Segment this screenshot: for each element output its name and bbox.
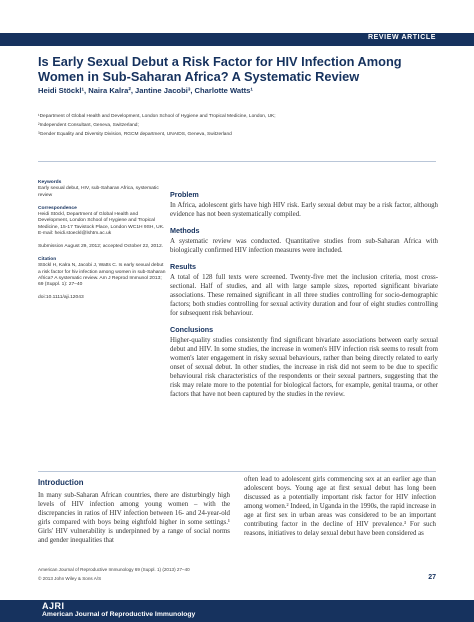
results-heading: Results (170, 262, 196, 271)
keywords-heading: Keywords (38, 180, 62, 185)
correspondence-heading: Correspondence (38, 205, 77, 211)
section-banner (0, 33, 474, 46)
submission-dates: Submission August 29, 2012; accepted October 22, 2012. (38, 244, 164, 250)
introduction-heading: Introduction (38, 478, 84, 487)
journal-banner (0, 600, 474, 622)
journal-logo: AJRI (42, 601, 65, 611)
citation-heading: Citation (38, 256, 57, 262)
abstract (170, 190, 438, 406)
problem-text: In Africa, adolescent girls have high HIV risk. Early sexual debut may be a risk factor, although evidence has not been systematically compiled. (170, 202, 438, 218)
affiliation-1: ¹Department of Global Health and Development, London School of Hygiene and Tropical Medicine, London, UK; (38, 114, 276, 119)
section-label: REVIEW ARTICLE (367, 34, 436, 41)
methods-heading: Methods (170, 226, 200, 235)
author-list: Heidi Stöckl¹, Naira Kalra², Jantine Jacobi³, Charlotte Watts¹ (38, 86, 253, 95)
footer-copyright: © 2013 John Wiley & Sons A/S (38, 576, 102, 581)
correspondence: Heidi Stöckl, Department of Global Health and Development, London School of Hygiene and Tropical Medicine, 15-17 Tavistock Place, London WC1H 9SH, UK. E-mail: heidi.stoeckl@lshtm.ac.uk (38, 212, 165, 237)
results-text: A total of 128 full texts were screened. Twenty-five met the inclusion criteria, most cross-sectional. Half of studies, and all with large sample sizes, reported significant bivariate associations. These remained significant in all three studies controlling for socio-demographic factors; both studies controlling for sexual activity duration and four of eight studies controlling for subsequent risk behaviour. (170, 274, 438, 317)
intro-column-2: often lead to adolescent girls commencing sex at an earlier age than adolescent boys. Young age at first sexual debut has long been discussed as a potentially important risk factor for HIV infection among women.² Indeed, in Uganda in the 1990s, the rapid increase in age at first sex in urban areas was considered to be an important contributing factor in the decline of HIV prevalence.³ For such reasons, initiatives to delay sexual debut have been considered as (244, 476, 436, 537)
page-number: 27 (428, 574, 436, 581)
article-sidebar (38, 180, 166, 302)
citation: Stöckl H, Kalra N, Jacobi J, Watts C. Is early sexual debut a risk factor for hiv infection among women in sub-Saharan Africa? A systematic review. Am J Reprod Immunol 2013; 69 (Suppl. 1): 27–40 (38, 263, 166, 288)
article-title: Is Early Sexual Debut a Risk Factor for HIV Infection Among Women in Sub-Saharan Africa? A Systematic Review (38, 54, 402, 84)
doi-link[interactable]: doi:10.1111/aji.12043 (38, 295, 84, 301)
keywords: Early sexual debut, HIV, sub-Saharan Africa, systematic review (38, 186, 159, 198)
header-divider (38, 161, 436, 162)
conclusions-heading: Conclusions (170, 325, 214, 334)
abstract-divider (38, 471, 436, 472)
methods-text: A systematic review was conducted. Quantitative studies from sub-Saharan Africa with biologically confirmed HIV infection measures were included. (170, 238, 438, 254)
journal-name: American Journal of Reproductive Immunology (42, 611, 196, 618)
intro-column-1: In many sub-Saharan African countries, there are disturbingly high levels of HIV infection among young women – with the discrepancies in ratios of HIV infection between 16- and 24-year-old girls compared with boys being eightfold higher in some settings.¹ Girls' HIV vulnerability is underpinned by a range of social norms and gender inequalities that (38, 492, 230, 544)
affiliation-2: ²Independent Consultant, Geneva, Switzerland; (38, 123, 139, 128)
problem-heading: Problem (170, 190, 199, 199)
conclusions-text: Higher-quality studies consistently find significant bivariate associations between early sexual debut and HIV. In some studies, the increase in women's HIV infection risk seems to result from women's later engagement in risky sexual behaviours, rather than being directly related to early onset of sexual debut. In other studies, the increase in risk did not seem to be due to specific behavioural risk characteristics of the respondents or their sexual partners, suggesting that the risk may relate more to the potential for biological factors, for example, genital trauma, or other factors that have not been captured by the studies in the review. (170, 337, 438, 398)
affiliation-3: ³Gender Equality and Diversity Division, RGCM department, UNAIDS, Geneva, Switzerland (38, 132, 232, 137)
footer-journal-info: American Journal of Reproductive Immunology 69 (Suppl. 1) (2013) 27–40 (38, 567, 190, 572)
